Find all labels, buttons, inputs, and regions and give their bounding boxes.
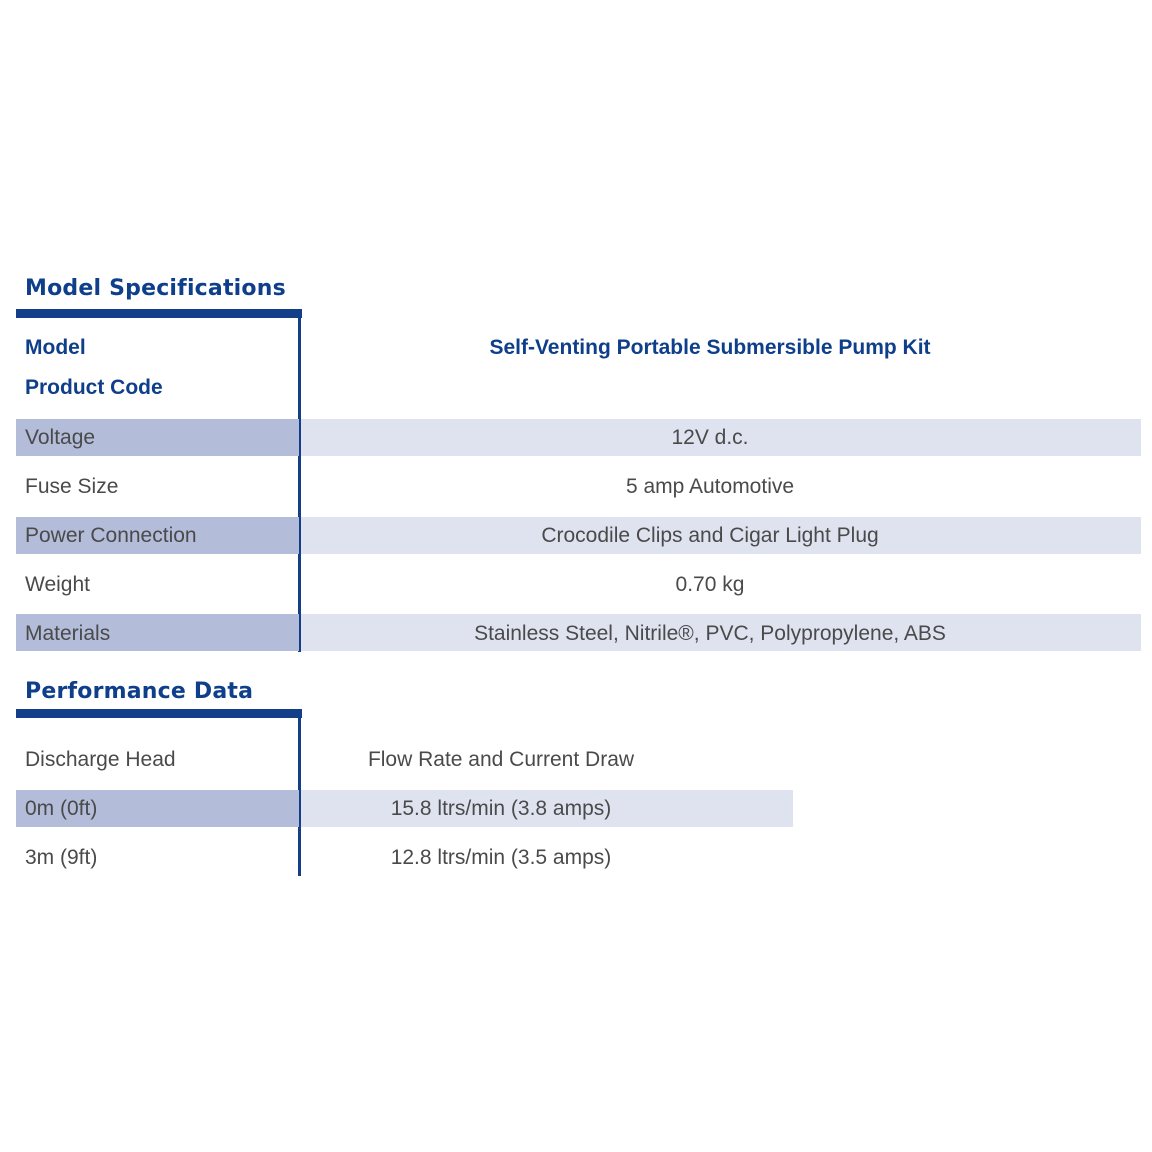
model-value: Self-Venting Portable Submersible Pump Kit [489,336,931,359]
spec-label-weight: Weight [25,573,90,596]
performance-data-rule [16,709,302,718]
spec-label-materials: Materials [25,622,111,645]
spec-value-fuse-size: 5 amp Automotive [625,475,795,498]
model-label: Model [25,336,86,359]
performance-head-3m: 3m (9ft) [25,846,98,869]
column-header-flow-rate: Flow Rate and Current Draw [367,748,635,771]
column-header-discharge-head: Discharge Head [25,748,176,771]
spec-label-power-connection: Power Connection [25,524,197,547]
spec-value-voltage: 12V d.c. [671,426,749,449]
performance-flow-0m: 15.8 ltrs/min (3.8 amps) [390,797,612,820]
product-code-label: Product Code [25,376,163,399]
performance-data-title: Performance Data [25,679,254,704]
spec-label-voltage: Voltage [25,426,96,449]
performance-head-0m: 0m (0ft) [25,797,98,820]
performance-flow-3m: 12.8 ltrs/min (3.5 amps) [390,846,612,869]
spec-value-materials: Stainless Steel, Nitrile®, PVC, Polypropylene, ABS [474,622,946,645]
model-specifications-title: Model Specifications [25,276,286,301]
spec-label-fuse-size: Fuse Size [25,475,119,498]
spec-value-power-connection: Crocodile Clips and Cigar Light Plug [541,524,879,547]
spec-value-weight: 0.70 kg [675,573,745,596]
model-specifications-rule [16,309,302,318]
